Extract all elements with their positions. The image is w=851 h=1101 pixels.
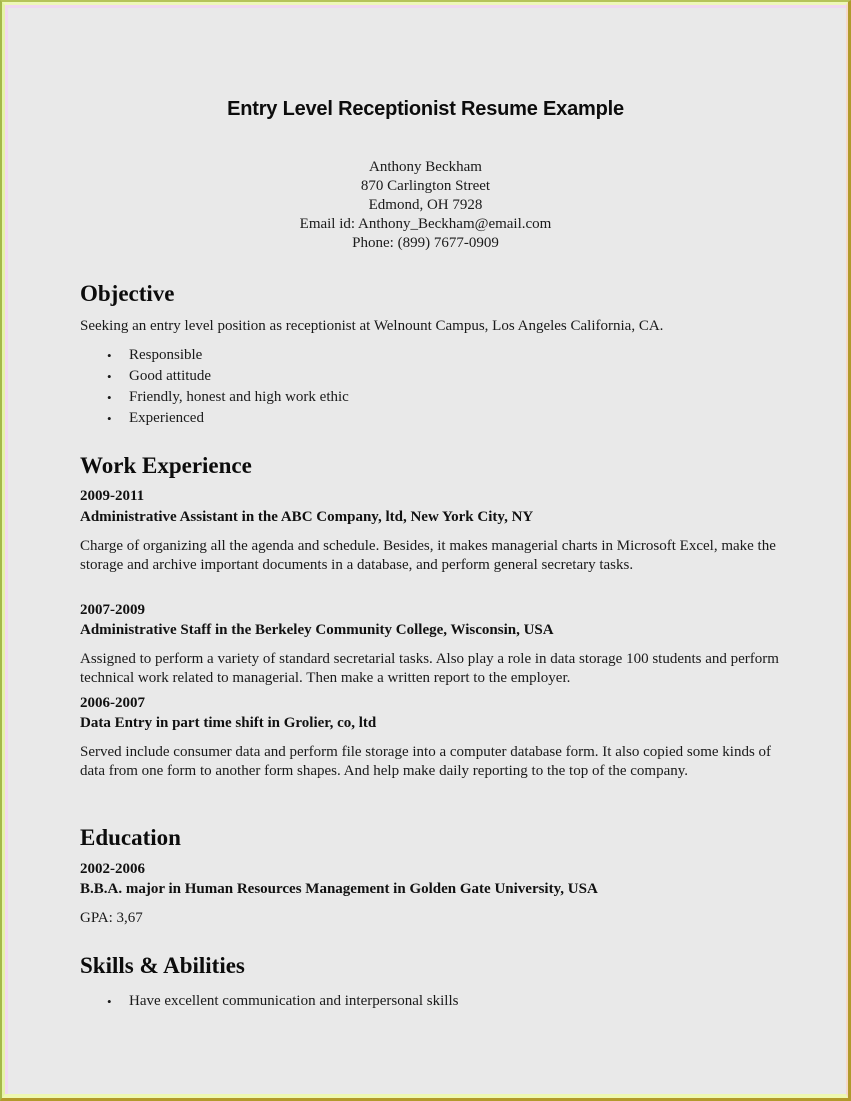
job-description: Charge of organizing all the agenda and schedule. Besides, it makes managerial charts in Microsoft Excel, make the storage and archive important documents in a database, and perform general secretary tasks. (80, 538, 776, 573)
education-degree: B.B.A. major in Human Resources Management in Golden Gate University, USA (80, 881, 598, 897)
contact-phone: Phone: (899) 7677-0909 (352, 235, 499, 251)
objective-traits-list (80, 345, 349, 429)
skills-list (80, 991, 458, 1012)
bullet-icon: • (107, 369, 112, 384)
bullet-icon: • (107, 348, 112, 363)
job-title: Data Entry in part time shift in Grolier, co, ltd (80, 715, 377, 731)
contact-city: Edmond, OH 7928 (368, 197, 483, 213)
list-item: • Responsible (80, 345, 349, 366)
section-heading-work-experience: Work Experience (80, 453, 252, 478)
section-heading-education: Education (80, 825, 181, 850)
education-years: 2002-2006 (80, 861, 145, 877)
education-gpa: GPA: 3,67 (80, 910, 143, 926)
job-years: 2009-2011 (80, 488, 145, 504)
list-item: • Experienced (80, 408, 349, 429)
job-years: 2007-2009 (80, 602, 145, 618)
job-description: Served include consumer data and perform file storage into a computer database form. It also copied some kinds of data from one form to another form shapes. And help make daily reporting to the top of the company. (80, 744, 772, 779)
document-title: Entry Level Receptionist Resume Example (227, 98, 624, 120)
job-title: Administrative Staff in the Berkeley Community College, Wisconsin, USA (80, 622, 554, 638)
list-item: • Have excellent communication and interpersonal skills (80, 991, 458, 1012)
job-title: Administrative Assistant in the ABC Company, ltd, New York City, NY (80, 509, 534, 525)
bullet-icon: • (107, 994, 112, 1009)
bullet-icon: • (107, 411, 112, 426)
contact-street: 870 Carlington Street (360, 178, 491, 194)
section-heading-skills: Skills & Abilities (80, 953, 245, 978)
job-years: 2006-2007 (80, 695, 145, 711)
contact-block (0, 158, 851, 253)
contact-name: Anthony Beckham (369, 159, 482, 175)
contact-email: Email id: Anthony_Beckham@email.com (299, 216, 552, 232)
bullet-icon: • (107, 390, 112, 405)
list-item: • Good attitude (80, 366, 349, 387)
job-description: Assigned to perform a variety of standard secretarial tasks. Also play a role in data storage 100 students and perform technical work related to managerial. Then make a written report to the employer. (80, 651, 779, 686)
objective-text: Seeking an entry level position as receptionist at Welnount Campus, Los Angeles California, CA. (80, 318, 664, 334)
section-heading-objective: Objective (80, 281, 175, 306)
list-item: • Friendly, honest and high work ethic (80, 387, 349, 408)
